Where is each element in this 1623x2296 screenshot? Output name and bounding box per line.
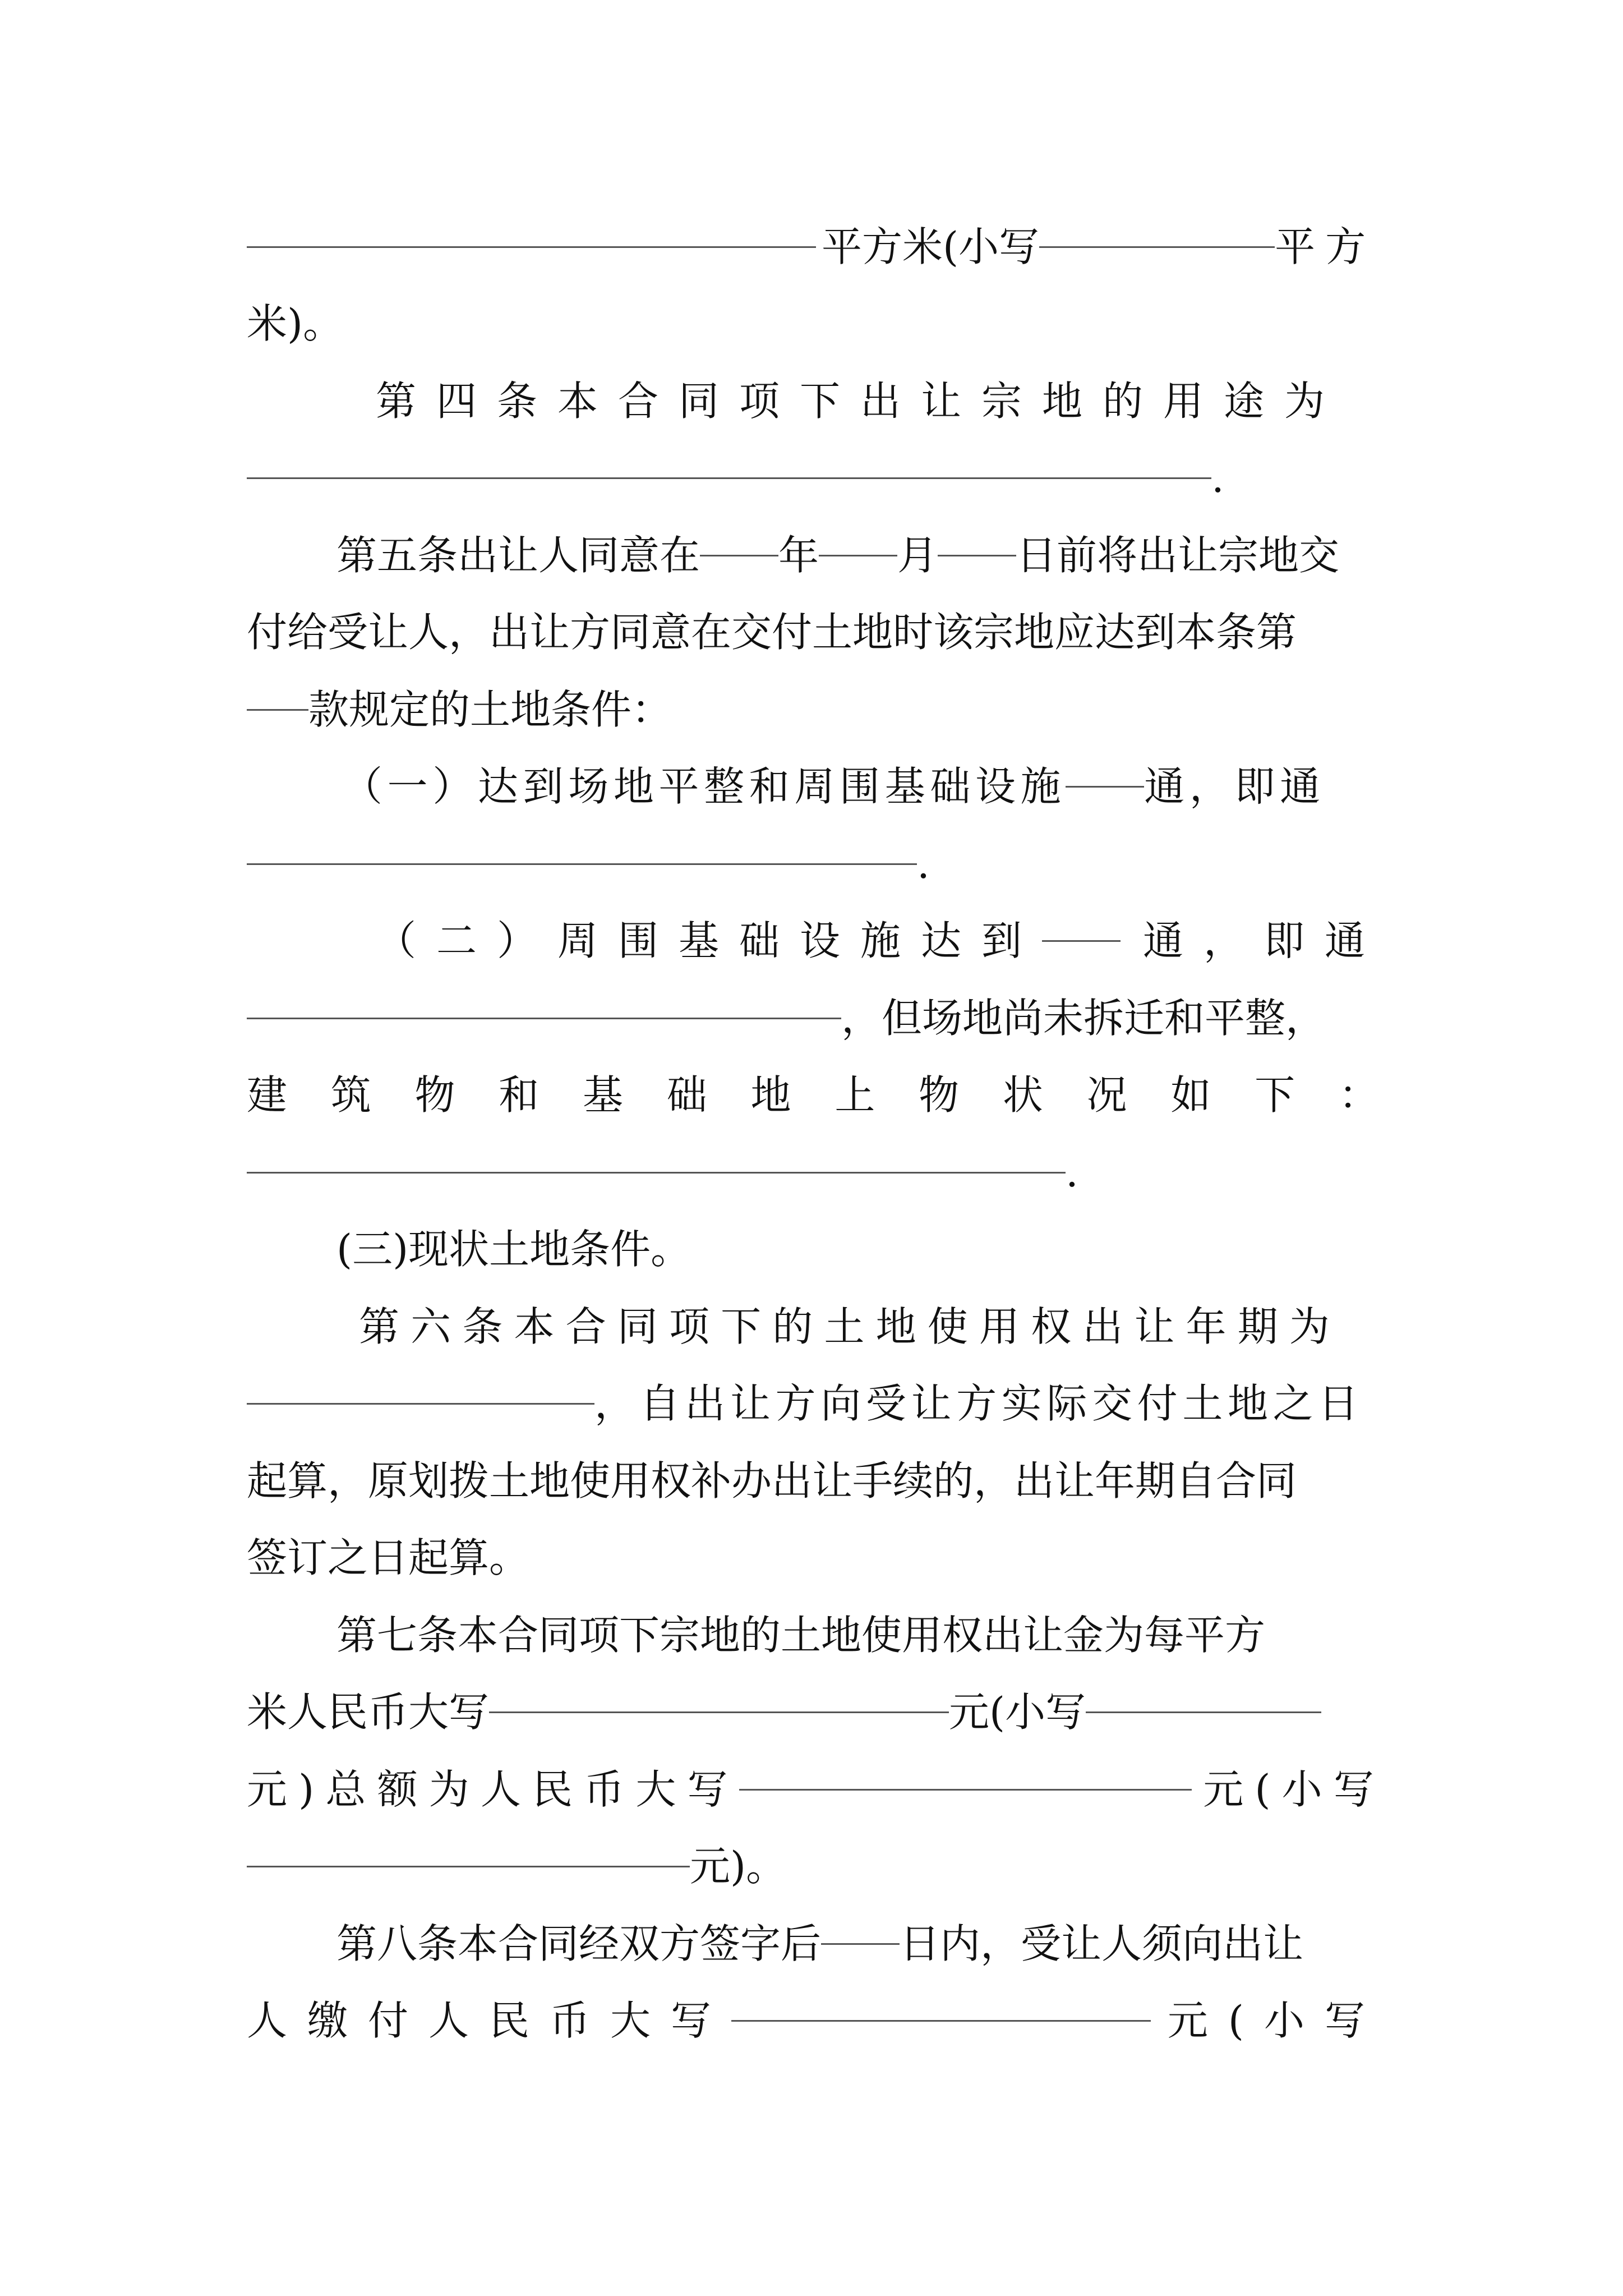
article-8-line <box>336 1904 1385 1983</box>
fill-blank <box>247 709 308 711</box>
text-segment: 元)总额为人民币大写 <box>247 1766 739 1813</box>
doc-line-9 <box>247 825 1385 903</box>
doc-line-12 <box>247 1056 1423 1134</box>
text-segment: . <box>1066 1149 1078 1196</box>
fill-blank <box>247 1018 841 1019</box>
fill-blank <box>1042 940 1121 942</box>
text-segment: 第七条本合同项下宗地的土地使用权出让金为每平方 <box>336 1612 1266 1659</box>
text-segment: . <box>1211 454 1224 501</box>
fill-blank <box>819 555 897 556</box>
fill-blank <box>700 555 778 556</box>
doc-line-4 <box>247 439 1385 517</box>
text-segment: 元)。 <box>690 1843 787 1890</box>
fill-blank <box>739 1789 1192 1791</box>
text-segment: 通，即通 <box>1144 763 1325 810</box>
fill-blank <box>247 1403 594 1405</box>
text-segment: 起算，原划拨土地使用权补办出让手续的，出让年期自合同 <box>247 1457 1297 1504</box>
doc-line-21 <box>247 1750 1385 1829</box>
text-segment: 元(小写 <box>1167 1997 1385 2044</box>
doc-line-16 <box>247 1364 1385 1443</box>
text-segment: 年 <box>778 532 819 579</box>
text-segment: 通，即通 <box>1142 917 1385 964</box>
doc-line-7 <box>247 670 1385 749</box>
text-segment: 第四条本合同项下出让宗地的用途为 <box>376 378 1345 425</box>
article-5-line <box>336 516 1385 595</box>
text-segment: （一）达到场地平整和周围基础设施 <box>342 763 1066 810</box>
doc-line-22 <box>247 1827 1385 1906</box>
text-segment: 元(小写 <box>1203 1766 1385 1813</box>
clause-2-line <box>376 901 1385 980</box>
text-segment: (三)现状土地条件。 <box>336 1226 691 1273</box>
fill-blank <box>731 2020 1151 2022</box>
text-segment: 月 <box>897 532 938 579</box>
fill-blank <box>1039 246 1275 248</box>
doc-line-1 <box>247 208 1385 286</box>
doc-line-11 <box>247 979 1385 1057</box>
doc-line-13 <box>247 1133 1385 1212</box>
doc-line-20 <box>247 1673 1385 1751</box>
article-4-heading <box>376 362 1385 440</box>
doc-line-6 <box>247 593 1385 671</box>
text-segment: 日前将出让宗地交 <box>1016 532 1340 579</box>
doc-line-17 <box>247 1442 1385 1520</box>
text-segment: ，但场地尚未拆迁和平整， <box>841 995 1326 1042</box>
text-segment: ，自出让方向受让方实际交付土地之日 <box>594 1380 1363 1427</box>
fill-blank <box>1086 1711 1321 1713</box>
text-segment: 第六条本合同项下的土地使用权出让年期为 <box>359 1303 1341 1350</box>
text-segment: 签订之日起算。 <box>247 1534 530 1581</box>
fill-blank <box>821 1943 900 1945</box>
clause-1-line <box>342 747 1385 826</box>
text-segment: 日内，受让人须向出让 <box>900 1920 1304 1967</box>
fill-blank <box>247 1866 690 1867</box>
fill-blank <box>247 1172 1066 1174</box>
text-segment: 付给受让人，出让方同意在交付土地时该宗地应达到本条第 <box>247 609 1297 656</box>
text-segment: 平方 <box>1275 223 1376 270</box>
doc-line-24 <box>247 1981 1385 2060</box>
fill-blank <box>489 1711 949 1713</box>
text-segment: 米)。 <box>247 300 344 347</box>
text-segment: 第八条本合同经双方签字后 <box>336 1920 822 1967</box>
text-segment: 米人民币大写 <box>247 1688 490 1736</box>
text-segment: 第五条出让人同意在 <box>336 532 700 579</box>
fill-blank <box>247 246 816 248</box>
article-6-heading <box>359 1287 1385 1366</box>
doc-line-2 <box>247 284 1385 363</box>
text-segment: 平方米(小写 <box>822 223 1040 270</box>
fill-blank <box>1066 786 1144 788</box>
fill-blank <box>247 863 917 865</box>
fill-blank <box>247 477 1211 479</box>
fill-blank <box>938 555 1016 556</box>
text-segment: 人缴付人民币大写 <box>247 1997 732 2044</box>
text-segment: 元(小写 <box>949 1688 1086 1736</box>
doc-line-18 <box>247 1519 1385 1597</box>
article-7-line <box>336 1596 1385 1674</box>
clause-3-line <box>336 1210 1385 1289</box>
text-segment: （二）周围基础设施达到 <box>376 917 1043 964</box>
text-segment: 建筑物和基础地上物状况如下： <box>247 1071 1423 1119</box>
text-segment: 款规定的土地条件： <box>308 686 672 733</box>
text-segment: . <box>917 840 930 887</box>
